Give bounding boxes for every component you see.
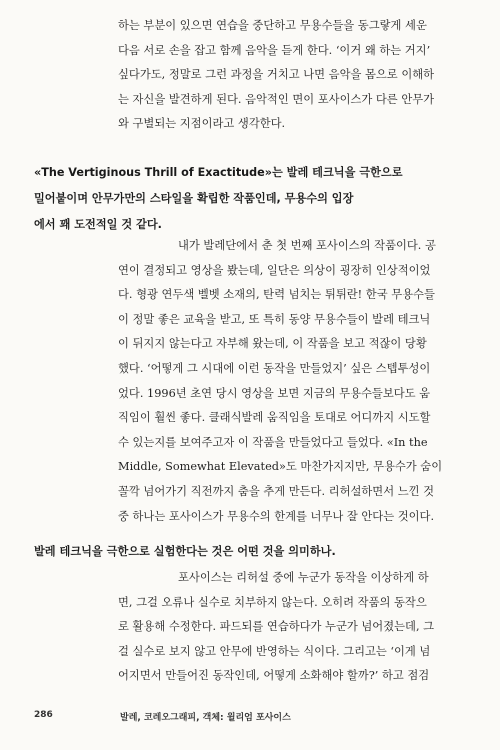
- answer-paragraph-2: [118, 234, 461, 529]
- text-line: 이 정말 좋은 교육을 받고, 또 특히 동양 무용수들이 발레 테크닉: [118, 312, 431, 326]
- text-line: 로 활용해 수정한다. 파드되를 연습하다가 누군가 넘어졌는데, 그: [118, 620, 435, 634]
- text-line: 발레 테크닉을 극한으로 실험한다는 것은 어떤 것을 의미하나.: [34, 545, 336, 558]
- text-line: 직임이 훨씬 좋다. 클래식발레 움직임을 토대로 어디까지 시도할: [118, 411, 431, 425]
- answer-paragraph-3: [118, 566, 461, 689]
- text-line: 중 하나는 포사이스가 무용수의 한계를 너무나 잘 안다는 것이다.: [118, 509, 435, 523]
- text-line: Middle, Somewhat Elevated»도 마찬가지지만, 무용수가 숨이: [118, 460, 443, 474]
- interview-question-1: [34, 160, 464, 238]
- text-line: 했다. ‘어떻게 그 시대에 이런 동작을 만들었지’ 싶은 스텝투성이: [118, 361, 431, 375]
- running-title: 발레, 코레오그래피, 객체: 윌리엄 포사이스: [120, 713, 291, 723]
- text-line: 포사이스는 리허설 중에 누군가 동작을 이상하게 하: [178, 571, 429, 584]
- text-line: 하는 부분이 있으면 연습을 중단하고 무용수들을 동그랗게 세운: [118, 19, 427, 32]
- page-number: 286: [34, 710, 53, 720]
- text-line: 수 있는지를 보여주고자 이 작품을 만들었다고 들었다. «In the: [118, 435, 428, 449]
- text-line: 와 구별되는 지점이라고 생각한다.: [118, 117, 286, 131]
- text-line: 연이 결정되고 영상을 봤는데, 일단은 의상이 굉장히 인상적이었: [118, 263, 431, 277]
- answer-paragraph-1: [118, 14, 461, 137]
- text-line: «The Vertiginous Thrill of Exactitude»는 발레 테크닉을 극한으로: [34, 166, 403, 179]
- text-line: 었다. 1996년 초연 당시 영상을 보면 지금의 무용수들보다도 움: [118, 386, 431, 400]
- text-line: 내가 발레단에서 춘 첫 번째 포사이스의 작품이다. 공: [178, 239, 436, 252]
- text-line: 면, 그걸 오류나 실수로 치부하지 않는다. 오히려 작품의 동작으: [118, 595, 427, 609]
- text-line: 밀어붙이며 안무가만의 스타일을 확립한 작품인데, 무용수의 입장: [34, 192, 354, 205]
- text-line: 는 자신을 발견하게 된다. 음악적인 면이 포사이스가 다른 안무가: [118, 92, 435, 106]
- text-line: 다음 서로 손을 잡고 함께 음악을 듣게 한다. ‘이거 왜 하는 거지’: [118, 43, 431, 57]
- page-footer: [34, 708, 464, 726]
- interview-question-2: [34, 539, 464, 565]
- text-line: 걸 실수로 보지 않고 안무에 반영하는 식이다. 그리고는 ‘이게 넘: [118, 644, 431, 658]
- text-line: 이 뒤지지 않는다고 자부해 왔는데, 이 작품을 보고 적잖이 당황: [118, 337, 427, 351]
- text-line: 다. 형광 연두색 벨벳 소재의, 탄력 넘치는 튀튀란! 한국 무용수들: [118, 288, 435, 302]
- text-line: 어지면서 만들어진 동작인데, 어떻게 소화해야 할까?’ 하고 점검: [118, 669, 430, 683]
- text-line: 싶다가도, 정말로 그런 과정을 거치고 나면 음악을 몸으로 이해하: [118, 68, 435, 82]
- text-line: 에서 꽤 도전적일 것 같다.: [34, 218, 162, 231]
- text-line: 꼴깍 넘어가기 직전까지 춤을 추게 만든다. 리허설하면서 느낀 것: [118, 484, 435, 498]
